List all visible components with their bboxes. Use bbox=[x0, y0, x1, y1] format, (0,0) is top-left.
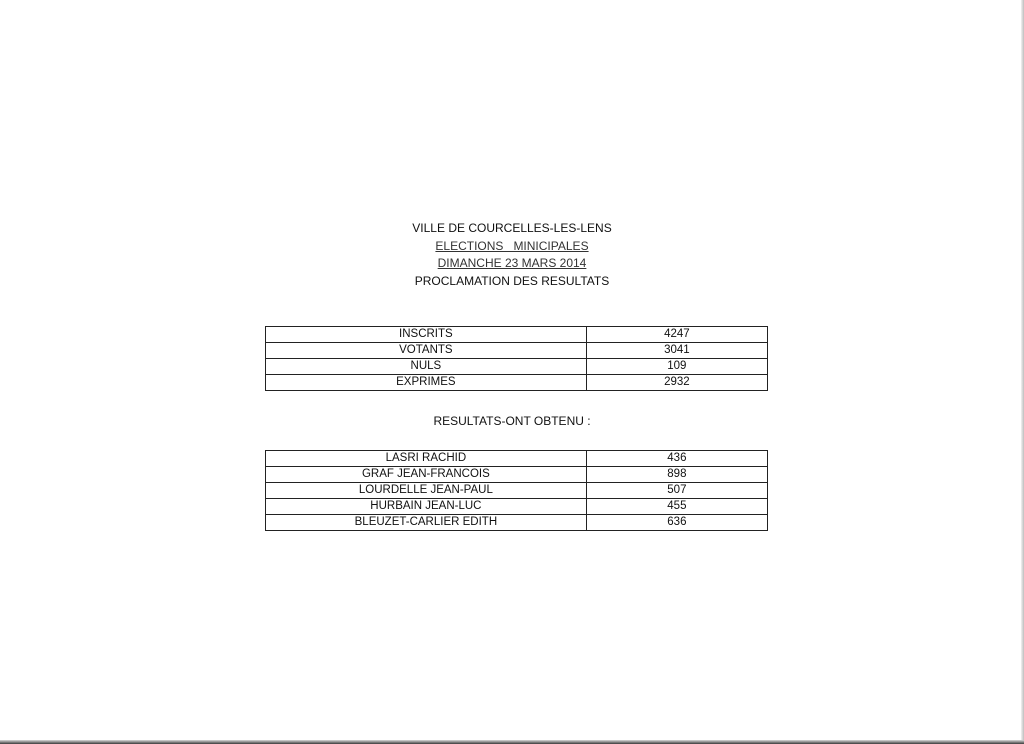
town-name: VILLE DE COURCELLES-LES-LENS bbox=[412, 221, 612, 235]
candidate-name: GRAF JEAN-FRANCOIS bbox=[266, 467, 587, 483]
candidate-votes: 898 bbox=[586, 467, 767, 483]
table-row bbox=[266, 483, 768, 499]
candidate-votes: 636 bbox=[586, 515, 767, 531]
document-title: PROCLAMATION DES RESULTATS bbox=[414, 273, 610, 288]
candidate-votes: 455 bbox=[586, 499, 767, 515]
table-row bbox=[266, 515, 768, 531]
totals-value: 3041 bbox=[586, 343, 767, 359]
scan-edge-bottom bbox=[0, 740, 1024, 744]
election-name: ELECTIONS MINICIPALES bbox=[435, 238, 589, 253]
candidate-name: BLEUZET-CARLIER EDITH bbox=[266, 515, 587, 531]
totals-table bbox=[265, 326, 768, 391]
totals-label: VOTANTS bbox=[266, 343, 587, 359]
table-row bbox=[266, 375, 768, 391]
candidate-votes: 507 bbox=[586, 483, 767, 499]
candidate-name: HURBAIN JEAN-LUC bbox=[266, 499, 587, 515]
candidate-name: LASRI RACHID bbox=[266, 451, 587, 467]
table-row bbox=[266, 499, 768, 515]
table-row bbox=[266, 451, 768, 467]
table-row bbox=[266, 467, 768, 483]
table-row bbox=[266, 327, 768, 343]
totals-label: EXPRIMES bbox=[266, 375, 587, 391]
totals-label: INSCRITS bbox=[266, 327, 587, 343]
totals-value: 109 bbox=[586, 359, 767, 375]
election-date: DIMANCHE 23 MARS 2014 bbox=[437, 256, 587, 270]
table-row bbox=[266, 359, 768, 375]
results-heading: RESULTATS-ONT OBTENU : bbox=[433, 414, 591, 428]
document-header bbox=[0, 220, 1024, 290]
candidate-name: LOURDELLE JEAN-PAUL bbox=[266, 483, 587, 499]
candidate-votes: 436 bbox=[586, 451, 767, 467]
totals-value: 4247 bbox=[586, 327, 767, 343]
table-row bbox=[266, 343, 768, 359]
totals-value: 2932 bbox=[586, 375, 767, 391]
candidates-table bbox=[265, 450, 768, 531]
totals-label: NULS bbox=[266, 359, 587, 375]
